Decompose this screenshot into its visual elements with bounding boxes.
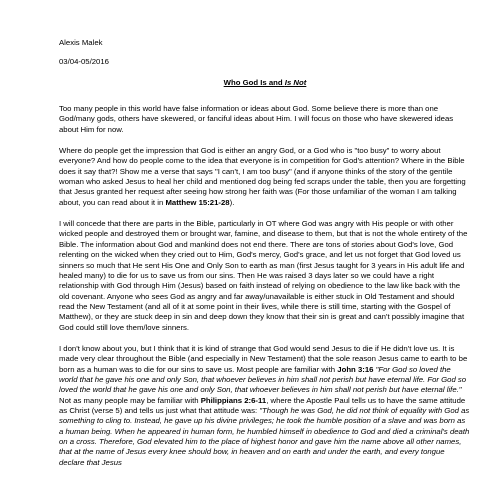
paragraph-concession bbox=[59, 219, 471, 333]
author-name: Alexis Malek bbox=[59, 38, 103, 47]
paragraph-intro bbox=[59, 104, 471, 135]
paragraph-text: Where do people get the impression that God is either an angry God, or a God who is "too busy" to worry about everyone? And how do people come to the idea that everyone is in competition for God's attention? Where in the Bible does it say that?! Show me a verse that says "I can't, I am too busy" (and if anyone thinks of the story of the gentile woman who asked Jesus to heal her child and mentioned dog being fed scraps under the table, then you are forgetting that Jesus granted her request after seeing how strong her faith was (For those unfamiliar of the woman I am talking about, you can read about it in bbox=[59, 146, 466, 207]
document-date: 03/04-05/2016 bbox=[59, 57, 109, 67]
title-text: Who God Is and bbox=[223, 77, 285, 87]
paragraph-questions bbox=[59, 146, 471, 208]
scripture-quote: "Though he was God, he did not think of equality with God as something to cling to. Instead, he gave up his divine privileges; he took the humble position of a slave and was born as a human being. When he appeared in human form, he humbled himself in obedience to God and died a criminal's death on a cross. Therefore, God elevated him to the place of highest honor and gave him the name above all other names, that at the name of Jesus every knee should bow, in heaven and on earth and under the earth, and every tongue declare that Jesus bbox=[59, 405, 470, 467]
paragraph-text: I don't know about you, but I think that it is kind of strange that God would send Jesus to die if He didn't love us. It is made very clear throughout the Bible (and especially in New Testament) that the sole reason Jesus came to earth to be born as a human was to die for our sins to save us. Most people are familiar with bbox=[59, 343, 468, 374]
paragraph-text: ). bbox=[229, 197, 235, 207]
paragraph-text: I will concede that there are parts in the Bible, particularly in OT where God was angry with His people or with other wicked people and destroyed them or brought war, famine, and disease to them, but that is not the whole entirety of the Bible. The information about God and mankind does not end there. There are tons of stories about God's love, God relenting on the wicked when they cried out to Him, God's mercy, God's grace, and let us not forget that God loved us sinners so much that He sent His One and Only Son to earth as man (first Jesus taught for 3 years in His adult life and healed many) to die for us to save us from our sins. Then He was raised 3 days later so we could have a right relationship with God through Him (Jesus) based on faith instead of relying on obedience to the law like back with the old covenant. Anyone who sees God as angry and far away/unavailable is either stuck in Old Testament and should read the New Testament (and all of it at some point in their lives, while there is still time, starting with the Gospel of Matthew), or they are stuck deep in sin and deep down they know that their sin is great and can't possibly imagine that God could still love them/love sinners. bbox=[59, 219, 468, 332]
paragraph-love bbox=[59, 344, 471, 468]
paragraph-text: , where the Apostle Paul tells us to have the same attitude as Christ (verse 5) and tells us just what that attitude was: bbox=[59, 395, 466, 415]
scripture-reference: Philippians 2:6-11 bbox=[200, 395, 267, 405]
title-italic-text: Is Not bbox=[284, 77, 307, 87]
scripture-quote: "For God so loved the world that he gave his one and only Son, that whoever believes in him shall not perish but have eternal life. For God so loved the world that he gave his one and only Son, that whoever believes in him shall not perish but have eternal life." bbox=[59, 364, 467, 395]
scripture-reference: John 3:16 bbox=[337, 364, 374, 374]
paragraph-text: Too many people in this world have false information or ideas about God. Some believe there is more than one God/many gods, others have skewered, or fanciful ideas about Him. I will focus on those who have skewered ideas about Him for now. bbox=[59, 104, 454, 134]
scripture-reference: Matthew 15:21-28 bbox=[165, 197, 230, 207]
paragraph-text: Not as many people may be familiar with bbox=[59, 395, 201, 405]
document-title bbox=[59, 78, 471, 88]
